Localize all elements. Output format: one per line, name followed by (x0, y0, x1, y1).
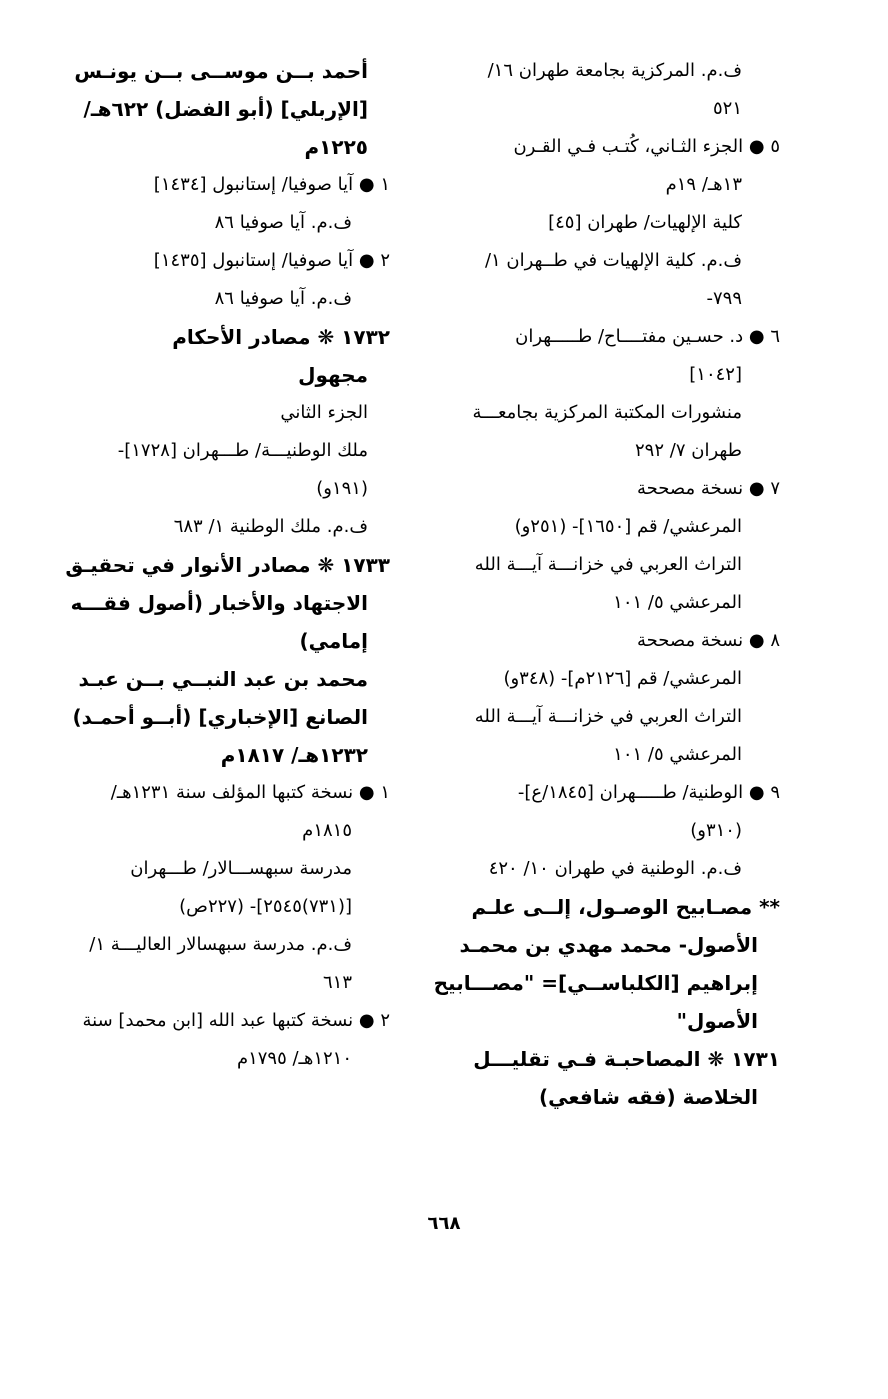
text-line: ** مصـابيح الوصـول، إلــى علـم (471, 895, 780, 919)
text-line: [١٠٤٢] (689, 364, 742, 385)
text-line: مدرسة سبهســـالار/ طـــهران (130, 858, 352, 879)
text-line: المرعشي ٥/ ١٠١ (613, 744, 742, 765)
text-line: طهران ٧/ ٢٩٢ (635, 440, 742, 461)
text-line: ٦ ● د. حسـين مفتــــاح/ طـــــهران (515, 326, 780, 347)
text-line: ١٢١٠هـ/ ١٧٩٥م (236, 1048, 352, 1069)
text-line: الخلاصة (فقه شافعي) (538, 1085, 758, 1109)
text-line: ٨ ● نسخة مصححة (636, 630, 780, 651)
text-line: المرعشي/ قم [٢١٢٦م]- (٣٤٨و) (503, 668, 742, 689)
text-line: [(٧٣١)٢٥٤٥]- (٢٢٧ص) (179, 896, 352, 917)
right-column (433, 52, 780, 1116)
text-line: الجزء الثاني (280, 402, 368, 423)
text-line: ٢ ● آيا صوفيا/ إستانبول [١٤٣٥] (153, 250, 390, 271)
text-line: الصانع [الإخباري] (أبــو أحمـد) (72, 705, 368, 729)
text-line: ٧٩٩- (706, 288, 742, 309)
text-line: الأصول" (676, 1009, 758, 1033)
text-line: إبراهيم [الكلباســي]= "مصـــابيح (433, 971, 758, 995)
text-line: ٩ ● الوطنية/ طـــــهران [١٨٤٥/ع]- (517, 782, 780, 803)
text-line: ٧ ● نسخة مصححة (636, 478, 780, 499)
text-line: أحمد بــن موســى بــن يونـس (74, 59, 368, 83)
text-line: المرعشي/ قم [١٦٥٠]- (٢٥١و) (514, 516, 742, 537)
text-line: إمامي) (299, 629, 368, 653)
text-line: ٥ ● الجزء الثـاني، كُتـب فـي القـرن (513, 136, 780, 157)
text-line: [الإربلي] (أبو الفضل) ٦٢٢هـ/ (83, 97, 368, 121)
left-column (48, 52, 390, 1078)
text-line: ١٧٣١ ❋ المصاحبـة فـي تقليـــل (473, 1047, 780, 1071)
text-line: ١٢٢٥م (304, 135, 368, 159)
text-line: ١ ● آيا صوفيا/ إستانبول [١٤٣٤] (153, 174, 390, 195)
text-line: التراث العربي في خزانـــة آيـــة الله (474, 554, 742, 575)
text-line: ١٧٣٢ ❋ مصادر الأحكام (172, 325, 390, 349)
text-line: ف.م. مدرسة سبهسالار العاليـــة ١/ (89, 934, 352, 955)
text-line: مجهول (298, 363, 368, 387)
text-line: الاجتهاد والأخبار (أصول فقـــه (70, 591, 368, 615)
text-line: ١٢٣٢هـ/ ١٨١٧م (220, 743, 368, 767)
text-line: ٦١٣ (322, 972, 352, 993)
text-line: ف.م. آيا صوفيا ٨٦ (214, 288, 352, 309)
page-number: ٦٦٨ (427, 1213, 461, 1234)
text-line: ١ ● نسخة كتبها المؤلف سنة ١٢٣١هـ/ (110, 782, 390, 803)
text-line: الأصول- محمد مهدي بن محمـد (459, 933, 758, 957)
text-line: التراث العربي في خزانـــة آيـــة الله (474, 706, 742, 727)
text-line: (٣١٠و) (690, 820, 742, 841)
text-line: ف.م. الوطنية في طهران ١٠/ ٤٢٠ (488, 858, 742, 879)
text-line: ملك الوطنيـــة/ طـــهران [١٧٢٨]- (117, 440, 368, 461)
text-line: ١٧٣٣ ❋ مصادر الأنوار في تحقيـق (65, 553, 390, 577)
text-line: ف.م. آيا صوفيا ٨٦ (214, 212, 352, 233)
text-line: محمد بن عبد النبــي بــن عبـد (78, 667, 368, 691)
text-line: ف.م. كلية الإلهيات في طــهران ١/ (484, 250, 742, 271)
text-line: منشورات المكتبة المركزية بجامعـــة (472, 402, 742, 423)
text-line: ف.م. ملك الوطنية ١/ ٦٨٣ (173, 516, 368, 537)
text-line: ٢ ● نسخة كتبها عبد الله [ابن محمد] سنة (82, 1010, 390, 1031)
text-line: المرعشي ٥/ ١٠١ (613, 592, 742, 613)
text-line: كلية الإلهيات/ طهران [٤٥] (548, 212, 742, 233)
text-line: ف.م. المركزية بجامعة طهران ١٦/ (487, 60, 742, 81)
text-line: ٥٢١ (712, 98, 742, 119)
text-line: ١٨١٥م (302, 820, 352, 841)
text-line: ١٣هـ/ ١٩م (665, 174, 742, 195)
text-line: (١٩١و) (316, 478, 368, 499)
